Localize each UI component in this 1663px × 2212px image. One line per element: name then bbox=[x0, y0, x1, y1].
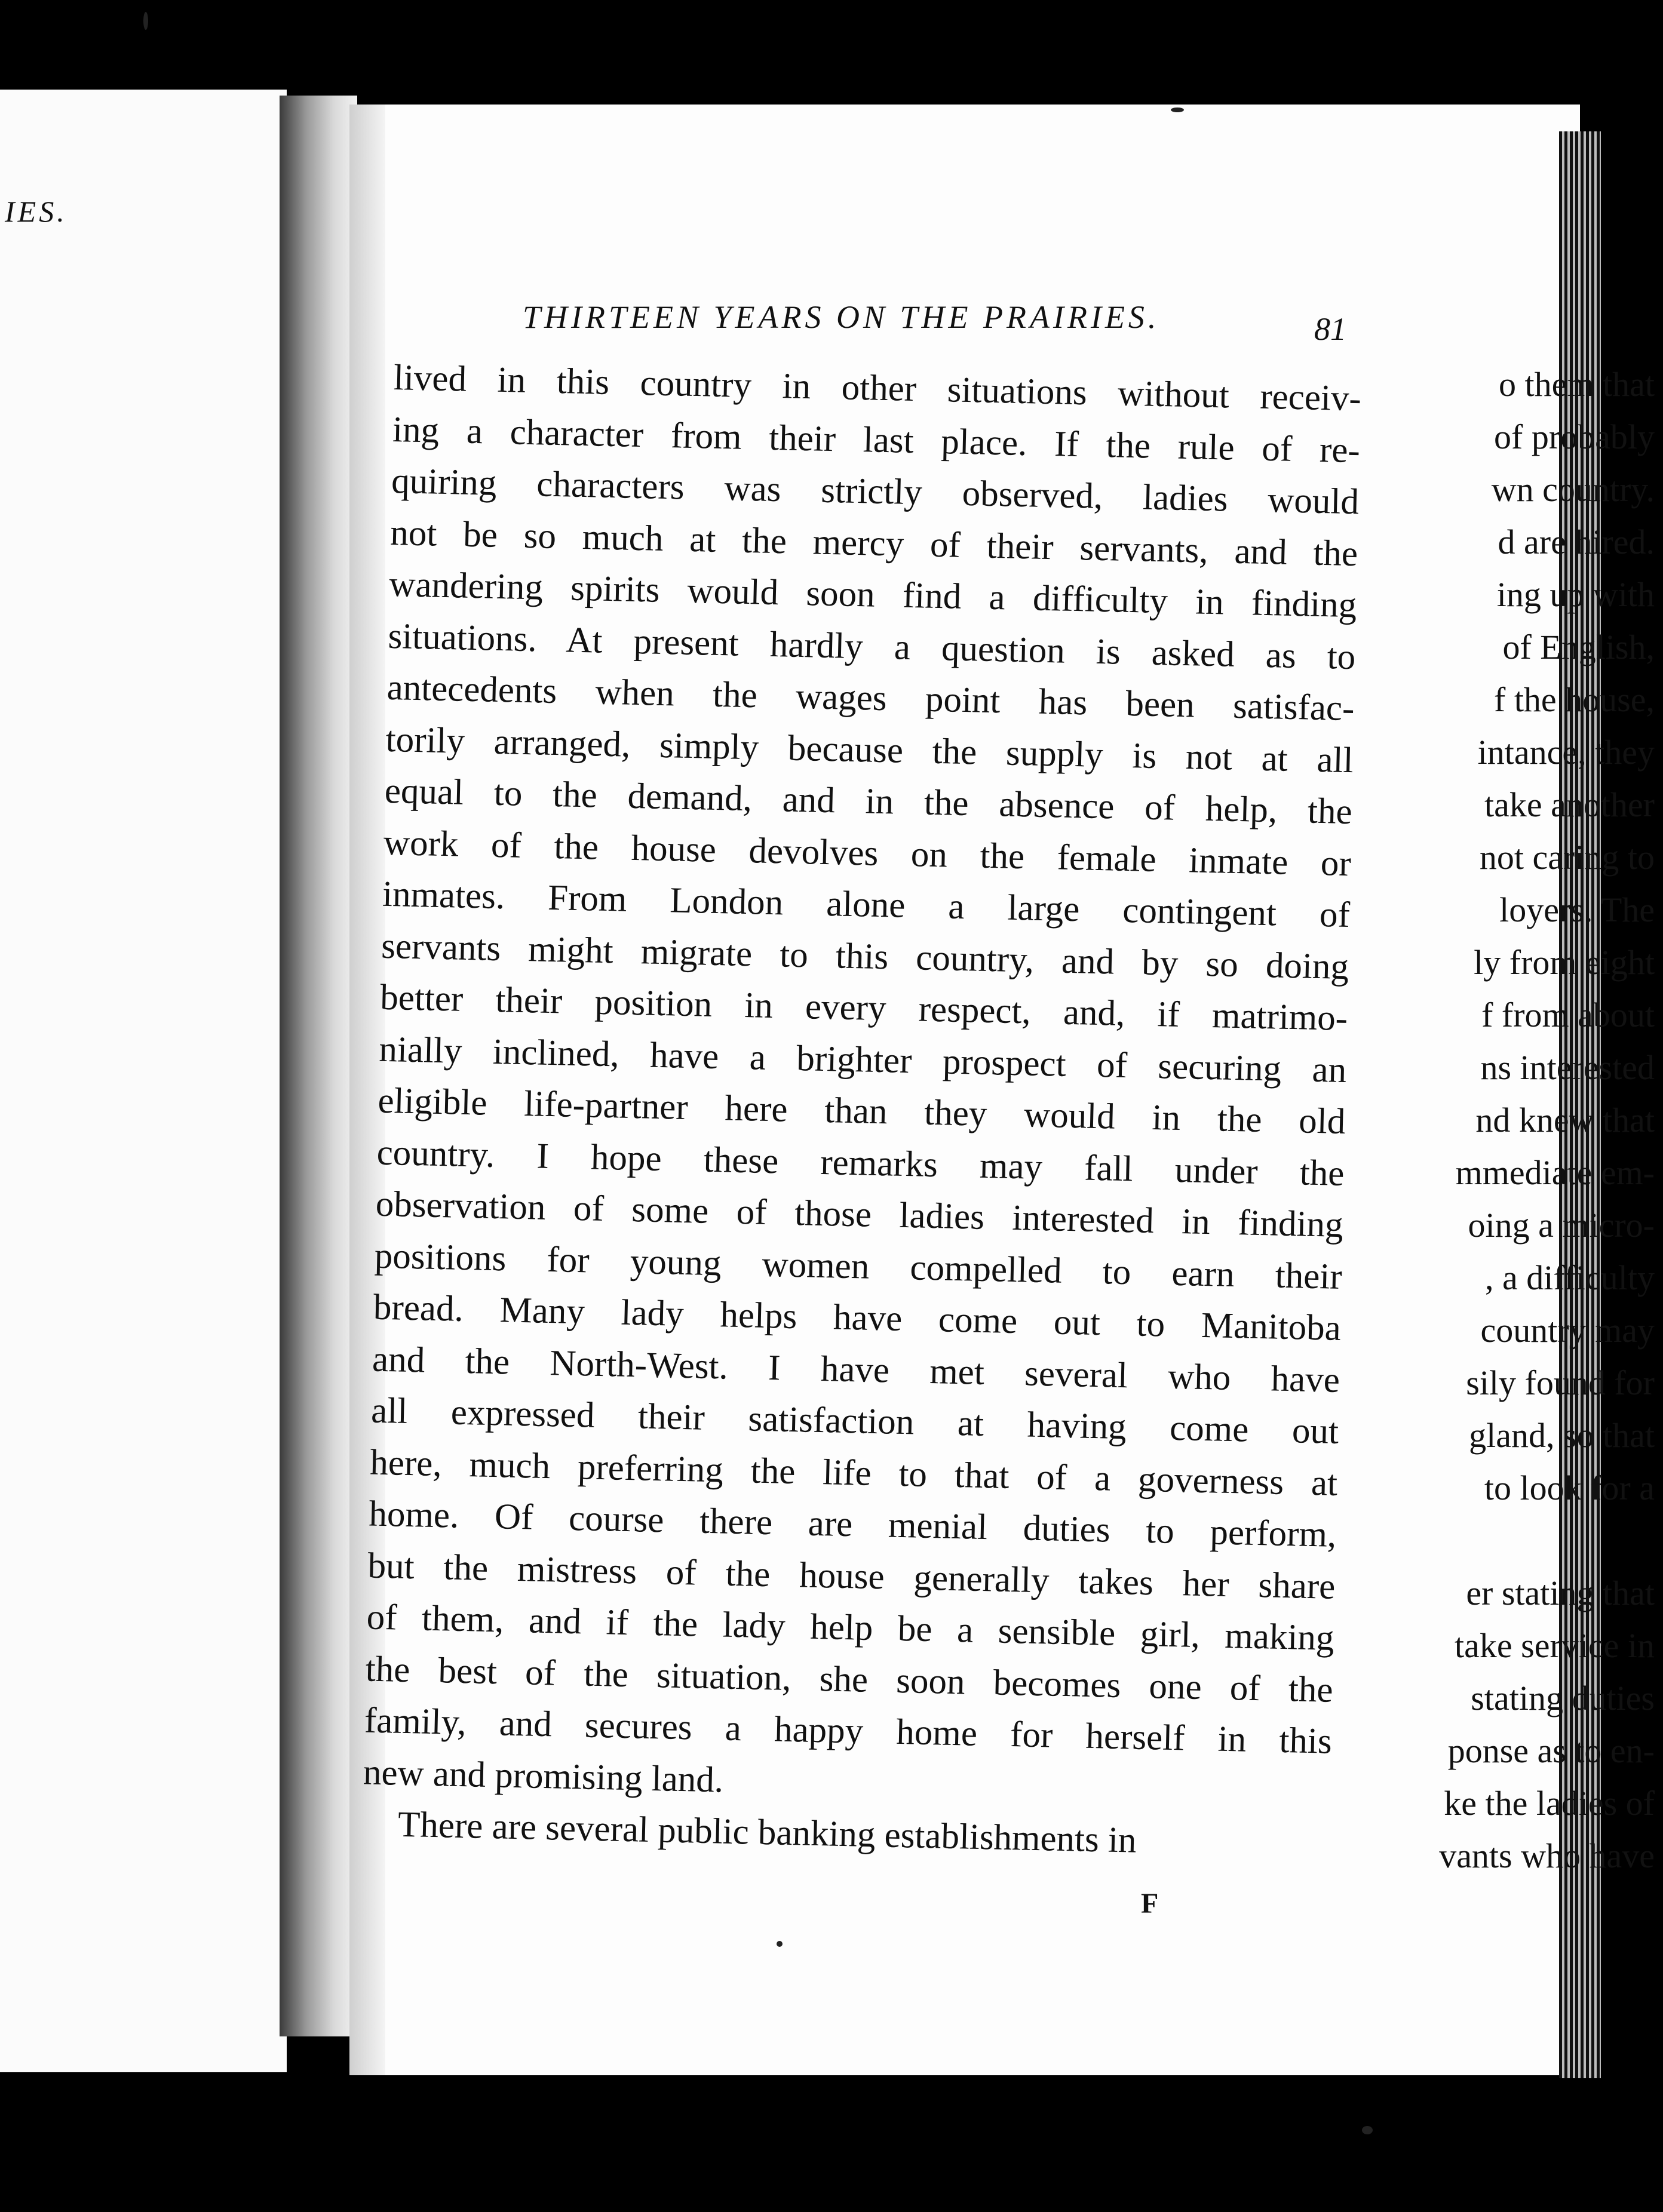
text-line: torily arranged, simply because the supply is not at all bbox=[385, 719, 1354, 781]
text-line: country. I hope these remarks may fall under the bbox=[376, 1132, 1345, 1194]
left-text-line: , a difficulty bbox=[1484, 1258, 1655, 1297]
left-text-line: wn country. bbox=[1491, 470, 1655, 509]
signature-mark: F bbox=[1141, 1888, 1159, 1919]
left-text-line: not caring to bbox=[1479, 838, 1655, 877]
left-text-line: intance, they bbox=[1477, 733, 1655, 772]
text-line: all expressed their satisfaction at having come out bbox=[370, 1390, 1339, 1452]
body-text bbox=[361, 352, 1361, 1871]
text-line: work of the house devolves on the female inmate or bbox=[383, 822, 1352, 884]
left-text-line: ing up with bbox=[1496, 575, 1655, 614]
left-text-line: to look for a bbox=[1484, 1468, 1655, 1507]
text-line: new and promising land. bbox=[363, 1752, 724, 1801]
left-text-line: country may bbox=[1480, 1311, 1655, 1350]
text-line: the best of the situation, she soon becomes one of the bbox=[365, 1648, 1334, 1710]
text-line: better their position in every respect, and, if matrimo- bbox=[379, 977, 1348, 1039]
text-line: home. Of course there are menial duties to perform, bbox=[368, 1494, 1337, 1555]
text-line: but the mistress of the house generally takes her share bbox=[367, 1546, 1336, 1607]
text-line: positions for young women compelled to earn their bbox=[374, 1236, 1343, 1297]
left-page bbox=[0, 90, 287, 2072]
left-text-line: nd knew that bbox=[1475, 1101, 1655, 1139]
text-line: antecedents when the wages point has been satisfac- bbox=[386, 667, 1355, 729]
text-line: There are several public banking establishments in bbox=[397, 1804, 1137, 1861]
text-line: not be so much at the mercy of their servants, and the bbox=[389, 512, 1358, 574]
text-line: nially inclined, have a brighter prospect of securing an bbox=[378, 1029, 1347, 1090]
left-text-line: of probably bbox=[1494, 417, 1655, 456]
scan-speck bbox=[777, 1941, 783, 1947]
left-text-line: mmediate em- bbox=[1455, 1153, 1655, 1192]
text-line: observation of some of those ladies interested in finding bbox=[375, 1184, 1344, 1245]
left-text-line: d are hired. bbox=[1498, 523, 1655, 561]
left-text-line: f the house, bbox=[1494, 680, 1655, 719]
text-line: equal to the demand, and in the absence of help, the bbox=[384, 770, 1353, 832]
scan-speck bbox=[143, 12, 148, 30]
left-text-line: vants who have bbox=[1439, 1836, 1655, 1875]
left-text-line: sily found for bbox=[1466, 1363, 1655, 1402]
left-text-line: take service in bbox=[1455, 1626, 1655, 1665]
left-text-line: er stating that bbox=[1466, 1574, 1655, 1612]
text-line: of them, and if the lady help be a sensible girl, making bbox=[366, 1597, 1335, 1658]
left-text-line: gland, so that bbox=[1469, 1416, 1655, 1455]
left-text-line: take another bbox=[1484, 785, 1655, 824]
left-page-gutter-shadow bbox=[280, 96, 357, 2036]
scan-speck bbox=[1171, 107, 1184, 112]
running-head: THIRTEEN YEARS ON THE PRAIRIES. bbox=[523, 299, 1160, 335]
text-line: inmates. From London alone a large contingent of bbox=[382, 874, 1351, 936]
text-line: quiring characters was strictly observed, ladies would bbox=[391, 460, 1360, 523]
text-line: eligible life-partner here than they would in the old bbox=[377, 1080, 1346, 1142]
text-line: servants might migrate to this country, and by so doing bbox=[381, 926, 1349, 987]
left-text-line: stating duties bbox=[1471, 1679, 1655, 1718]
left-text-line: f from about bbox=[1481, 996, 1655, 1034]
left-running-head: IES. bbox=[5, 195, 67, 228]
text-line: situations. At present hardly a question is asked as to bbox=[387, 616, 1356, 677]
text-line: and the North-West. I have met several who have bbox=[372, 1339, 1340, 1400]
text-line: lived in this country in other situations without receiv- bbox=[393, 357, 1362, 419]
left-text-line: o them that bbox=[1499, 365, 1655, 404]
page-number: 81 bbox=[1314, 311, 1346, 347]
text-line: ing a character from their last place. If the rule of re- bbox=[392, 409, 1361, 471]
left-text-line: of English, bbox=[1502, 628, 1655, 666]
left-text-line bbox=[1374, 1514, 1655, 1567]
text-line: here, much preferring the life to that of a governess at bbox=[369, 1442, 1338, 1504]
left-text-line: ke the ladies of bbox=[1444, 1784, 1655, 1823]
left-text-line: ly from eight bbox=[1474, 943, 1655, 982]
left-text-line: oing a micro- bbox=[1468, 1206, 1655, 1245]
text-line: wandering spirits would soon find a difficulty in finding bbox=[388, 564, 1357, 626]
left-text-line: ponse as to en- bbox=[1447, 1731, 1655, 1770]
left-text-line: ns interested bbox=[1480, 1048, 1655, 1087]
left-page-text bbox=[1374, 358, 1655, 1882]
left-text-line: loyers. The bbox=[1499, 890, 1655, 929]
text-line: family, and secures a happy home for herself in this bbox=[364, 1700, 1333, 1762]
scan-speck bbox=[1362, 2126, 1373, 2134]
text-line: bread. Many lady helps have come out to Manitoba bbox=[373, 1287, 1342, 1348]
